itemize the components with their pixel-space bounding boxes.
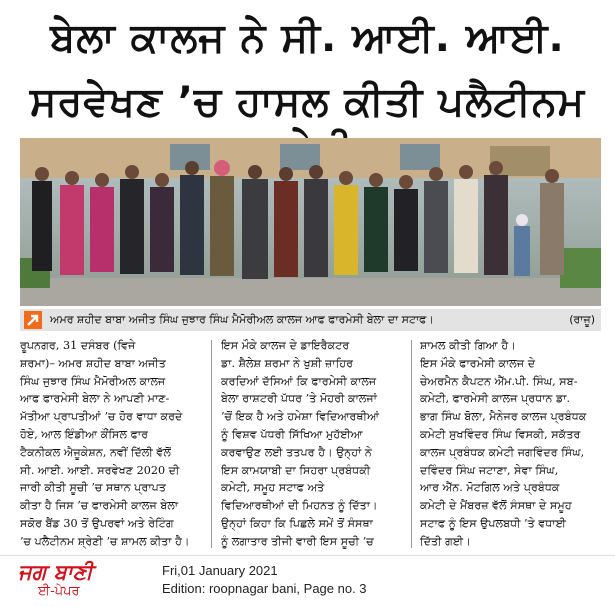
arrow-icon xyxy=(24,311,42,329)
article-line: ਕਰਵਾਉਣ ਲਈ ਤਤਪਰ ਹੈ। ਉਨ੍ਹਾਂ ਨੇ xyxy=(221,445,372,459)
article-line: ਕਮੇਟੀ ਸੁਖਵਿੰਦਰ ਸਿੰਘ ਵਿਸਕੀ, ਸਕੱਤਰ xyxy=(420,427,581,441)
article-line: ਇਸ ਕਾਮਯਾਬੀ ਦਾ ਸਿਹਰਾ ਪ੍ਰਬੰਧਕੀ xyxy=(221,463,371,477)
article-line: ਵਿਦਿਆਰਥੀਆਂ ਦੀ ਮਿਹਨਤ ਨੂੰ ਦਿੱਤਾ। xyxy=(221,499,378,513)
column-divider xyxy=(211,340,212,548)
article-line: ਆਰ ਐੱਨ. ਮੋਟਗਿਲ ਅਤੇ ਪ੍ਰਬੰਧਕ xyxy=(420,481,560,495)
photo-caption: ਅਮਰ ਸ਼ਹੀਦ ਬਾਬਾ ਅਜੀਤ ਸਿੰਘ ਜੁਝਾਰ ਸਿੰਘ ਮੈਮੋਰੀਅਲ ਕਾਲਜ ਆਫ ਫਾਰਮੇਸੀ ਬੇਲਾ ਦਾ ਸਟਾਫ। xyxy=(50,313,434,326)
article-line: ਸਟਾਫ ਨੂੰ ਇਸ ਉਪਲਬਧੀ ’ਤੇ ਵਧਾਈ xyxy=(420,516,566,530)
article-line: ਨੂੰ ਵਿਸ਼ਵ ਪੱਧਰੀ ਸਿੱਖਿਆ ਮੁਹੱਈਆ xyxy=(221,427,363,441)
article-line: ਸ਼ਰਮਾ)– ਅਮਰ ਸ਼ਹੀਦ ਬਾਬਾ ਅਜੀਤ xyxy=(20,356,166,370)
article-line: ਡਾ. ਸ਼ੈਲੇਸ਼ ਸ਼ਰਮਾ ਨੇ ਖੁਸ਼ੀ ਜ਼ਾਹਿਰ xyxy=(221,356,354,370)
article-line: ਸਿੰਘ ਜੁਝਾਰ ਸਿੰਘ ਮੈਮੋਰੀਅਲ ਕਾਲਜ xyxy=(20,374,166,388)
article-line: ਸ਼ਾਮਲ ਕੀਤੀ ਗਿਆ ਹੈ। xyxy=(420,339,516,352)
photo-caption-bar xyxy=(20,309,601,331)
headline-line-2: ਸਰਵੇਖਣ ’ਚ ਹਾਸਲ ਕੀਤੀ ਪਲੈਟੀਨਮ xyxy=(29,79,586,125)
article-line: ਕਮੇਟੀ ਦੇ ਮੈਂਬਰਜ਼ ਵੱਲੋਂ ਸੰਸਥਾ ਦੇ ਸਮੂਹ xyxy=(420,499,572,513)
article-line: ਚੇਅਰਮੈਨ ਕੈਪਟਨ ਐੱਮ.ਪੀ. ਸਿੰਘ, ਸਬ- xyxy=(420,374,578,388)
article-column-3 xyxy=(420,337,601,551)
article-line: ਬੇਲਾ ਰਾਸ਼ਟਰੀ ਪੱਧਰ ’ਤੇ ਮੋਹਰੀ ਕਾਲਜਾਂ xyxy=(221,392,377,406)
jagbani-logo[interactable] xyxy=(18,560,148,604)
article-column-2 xyxy=(221,337,404,551)
article-line: ਕਮੇਟੀ, ਸਮੂਹ ਸਟਾਫ ਅਤੇ xyxy=(221,481,325,495)
article-line: ਕਾਲਜ ਪ੍ਰਬੰਧਕ ਕਮੇਟੀ ਜਗਵਿੰਦਰ ਸਿੰਘ, xyxy=(420,445,585,459)
edition-info: Edition: roopnagar bani, Page no. 3 xyxy=(162,581,367,596)
article-line: ਕੀਤਾ ਹੈ ਜਿਸ ’ਚ ਫਾਰਮੇਸੀ ਕਾਲਜ ਬੇਲਾ xyxy=(20,499,179,513)
article-line: ਹੋਏ, ਆਲ ਇੰਡੀਆ ਕੌਂਸਿਲ ਫਾਰ xyxy=(20,427,149,441)
photo-credit: (ਰਾਜੂ) xyxy=(569,313,595,326)
article-line: ਉਨ੍ਹਾਂ ਕਿਹਾ ਕਿ ਪਿਛਲੇ ਸਮੇਂ ਤੋਂ ਸੰਸਥਾ xyxy=(221,516,373,530)
epaper-footer xyxy=(0,555,615,607)
article-line: ਭਾਗ ਸਿੰਘ ਬੋਲਾ, ਮੈਨੇਜਰ ਕਾਲਜ ਪ੍ਰਬੰਧਕ xyxy=(420,410,587,424)
article-line: ਜਾਰੀ ਕੀਤੀ ਸੂਚੀ ’ਚ ਸਥਾਨ ਪ੍ਰਾਪਤ xyxy=(20,481,167,495)
article-line: ਸਕੋਰ ਬੈਂਡ 30 ਤੋਂ ਉਪਰਵਾਂ ਅਤੇ ਰੇਟਿੰਗ xyxy=(20,516,174,530)
article-line: ਨੂੰ ਲਗਾਤਾਰ ਤੀਜੀ ਵਾਰੀ ਇਸ ਸੂਚੀ ’ਚ xyxy=(221,534,374,548)
article-line: ਰੂਪਨਗਰ, 31 ਦਸੰਬਰ (ਵਿਜੇ xyxy=(20,339,136,352)
article-line: ਇਸ ਮੌਕੇ ਫਾਰਮੇਸੀ ਕਾਲਜ ਦੇ xyxy=(420,356,536,370)
article-column-1 xyxy=(20,337,203,551)
column-divider xyxy=(411,340,412,548)
article-line: ਆਫ ਫਾਰਮੇਸੀ ਬੇਲਾ ਨੇ ਆਪਣੀ ਮਾਣ- xyxy=(20,392,170,406)
article-line: ’ਚੋਂ ਇਕ ਹੈ ਅਤੇ ਹਮੇਸ਼ਾ ਵਿਦਿਆਰਥੀਆਂ xyxy=(221,410,380,424)
article-line: ਇਸ ਮੌਕੇ ਕਾਲਜ ਦੇ ਡਾਇਰੈਕਟਰ xyxy=(221,339,350,352)
logo-title: ਜਗ ਬਾਣੀ xyxy=(18,560,93,584)
article-line: ਟੈਕਨੀਕਲ ਐਜੂਕੇਸ਼ਨ, ਨਵੀਂ ਦਿੱਲੀ ਵੱਲੋਂ xyxy=(20,445,171,459)
article-line: ਕਮੇਟੀ, ਫਾਰਮੇਸੀ ਕਾਲਜ ਪ੍ਰਧਾਨ ਡਾ. xyxy=(420,392,571,406)
staff-group-photo xyxy=(20,138,601,306)
article-line: ਸੀ. ਆਈ. ਆਈ. ਸਰਵੇਖਣ 2020 ਦੀ xyxy=(20,463,180,477)
headline-line-1: ਬੇਲਾ ਕਾਲਜ ਨੇ ਸੀ. ਆਈ. ਆਈ. xyxy=(50,15,565,61)
article-line: ’ਚ ਪਲੈਟੀਨਮ ਸ਼੍ਰੇਣੀ ’ਚ ਸ਼ਾਮਲ ਕੀਤਾ ਹੈ। xyxy=(20,534,190,548)
article-line: ਦਵਿੰਦਰ ਸਿੰਘ ਜਟਾਣਾ, ਸੇਵਾ ਸਿੰਘ, xyxy=(420,463,559,477)
logo-subtitle: ਈ-ਪੇਪਰ xyxy=(38,584,80,599)
edition-date: Fri,01 January 2021 xyxy=(162,563,278,578)
article-line: ਮੱਤੀਆ ਪ੍ਰਾਪਤੀਆਂ ’ਚ ਹੋਰ ਵਾਧਾ ਕਰਦੇ xyxy=(20,410,183,424)
article-line: ਕਰਦਿਆਂ ਦੱਸਿਆਂ ਕਿ ਫਾਰਮੇਸੀ ਕਾਲਜ xyxy=(221,374,377,388)
article-line: ਦਿੱਤੀ ਗਈ। xyxy=(420,534,471,548)
